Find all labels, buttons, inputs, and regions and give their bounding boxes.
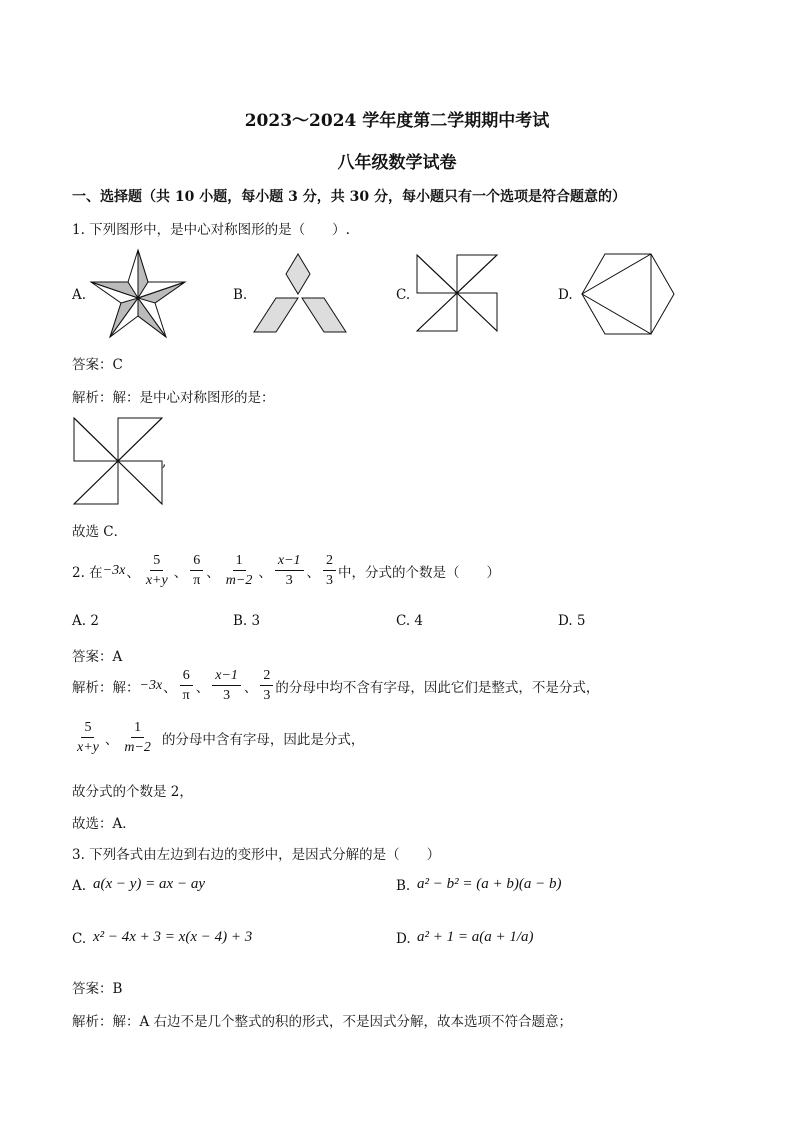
q2-ana-frac-1-den: x+y: [77, 740, 99, 756]
q2-sep: 、: [173, 564, 188, 581]
q2-frac-2: [190, 553, 203, 589]
q1-pinwheel-figure: [415, 253, 499, 333]
q1-option-a-label: A.: [72, 287, 87, 303]
q2-suffix: 中，分式的个数是（ ）: [338, 564, 501, 581]
q2-ana-mid: 的分母中均不含有字母，因此它们是整式，不是分式，: [275, 679, 600, 696]
q3-option-c-expr: x² − 4x + 3 = x(x − 4) + 3: [93, 929, 253, 945]
q1-hexagon-figure: [580, 252, 676, 336]
q1-stem: 1. 下列图形中，是中心对称图形的是（ ）.: [72, 222, 350, 238]
q2-frac-1-den: x+y: [145, 573, 168, 589]
exam-title: 2023～2024 学年度第二学期期中考试: [244, 111, 550, 131]
q1-figure-comma: ,: [162, 454, 167, 470]
q1-answer: 答案：C: [72, 357, 123, 373]
q2-answer: 答案：A: [72, 649, 123, 665]
q3-option-a-expr: a(x − y) = ax − ay: [93, 876, 205, 892]
q2-ana-frac-5: [260, 668, 273, 704]
q1-option-d-label: D.: [558, 287, 573, 303]
q1-star-figure: [88, 248, 188, 340]
q2-ana-frac-2: [180, 668, 193, 704]
q2-frac-3: [223, 553, 256, 589]
q2-ana-line3: 故分式的个数是 2，: [72, 784, 193, 800]
q3-option-b-expr: a² − b² = (a + b)(a − b): [417, 876, 562, 892]
q2-sep: 、: [306, 564, 321, 581]
section-heading: 一、选择题（共 10 小题，每小题 3 分，共 30 分，每小题只有一个选项是符合题意的）: [72, 189, 626, 205]
q2-frac-3-num: 1: [233, 553, 246, 571]
q1-analysis: 解析：解：是中心对称图形的是：: [72, 390, 275, 406]
q2-ana-frac-5-num: 2: [260, 668, 273, 686]
q2-conclusion: 故选：A．: [72, 816, 136, 832]
q2-ana-frac-2-num: 6: [180, 668, 193, 686]
q2-frac-1: [143, 553, 171, 589]
q1-rhombus-figure: [252, 252, 348, 334]
q3-option-d-label: D.: [396, 931, 411, 947]
q2-option-c: C. 4: [396, 613, 424, 629]
q2-option-a: A. 2: [72, 613, 99, 629]
q2-ana-frac-4: [212, 668, 241, 704]
q2-frac-2-den: π: [193, 573, 201, 589]
q2-sep: 、: [195, 679, 210, 696]
q3-option-c-label: C.: [72, 931, 87, 947]
q1-analysis-pinwheel: [72, 416, 167, 506]
q2-ana-frac-4-num: x−1: [212, 668, 241, 686]
q2-sep: 、: [126, 564, 140, 581]
q2-frac-5: [323, 553, 336, 589]
q2-analysis-line2: [72, 720, 364, 756]
q2-ana-frac-3-num: 1: [131, 720, 144, 738]
q2-frac-4: [275, 553, 304, 589]
q2-analysis-line1: [72, 668, 599, 704]
q2-sep: 、: [206, 564, 220, 581]
q2-frac-4-num: x−1: [275, 553, 304, 571]
q2-option-d: D. 5: [558, 613, 586, 629]
q2-ana-frac-4-den: 3: [223, 688, 231, 704]
q2-ana-frac-3-den: m−2: [124, 740, 151, 756]
q2-stem: [72, 553, 500, 589]
q3-stem: 3. 下列各式由左边到右边的变形中，是因式分解的是（ ）: [72, 847, 441, 863]
q3-option-a-label: A.: [72, 878, 87, 894]
q2-ana-term: −3x: [139, 677, 163, 693]
q3-answer: 答案：B: [72, 981, 123, 997]
q2-option-b: B. 3: [233, 613, 261, 629]
q2-ana-line2-text: 的分母中含有字母，因此是分式，: [161, 731, 365, 748]
q2-frac-3-den: m−2: [225, 573, 253, 589]
q2-ana-frac-5-den: 3: [263, 688, 271, 704]
q2-prefix: 2. 在: [72, 564, 103, 581]
q2-frac-1-num: 5: [150, 553, 163, 571]
q3-option-d-expr: a² + 1 = a(a + 1/a): [417, 929, 534, 945]
exam-subtitle: 八年级数学试卷: [337, 153, 457, 173]
q2-frac-5-den: 3: [326, 573, 334, 589]
q2-sep: 、: [163, 679, 177, 696]
q2-ana-frac-1: [74, 720, 102, 756]
q2-sep: 、: [104, 731, 119, 748]
q2-sep: 、: [243, 679, 258, 696]
q2-term-neg3x: −3x: [102, 562, 126, 578]
q2-frac-4-den: 3: [285, 573, 293, 589]
q2-ana-prefix: 解析：解：: [72, 679, 140, 696]
q2-frac-5-num: 2: [323, 553, 336, 571]
q2-ana-frac-1-num: 5: [81, 720, 94, 738]
q2-frac-2-num: 6: [190, 553, 203, 571]
q1-option-b-label: B.: [233, 287, 248, 303]
q2-sep: 、: [258, 564, 272, 581]
q3-option-b-label: B.: [396, 878, 411, 894]
q1-conclusion: 故选 C．: [72, 524, 128, 540]
q2-ana-frac-3: [121, 720, 154, 756]
q2-ana-frac-2-den: π: [182, 688, 190, 704]
q1-option-c-label: C.: [396, 287, 411, 303]
q3-analysis: 解析：解：A 右边不是几个整式的积的形式，不是因式分解，故本选项不符合题意；: [72, 1014, 573, 1030]
